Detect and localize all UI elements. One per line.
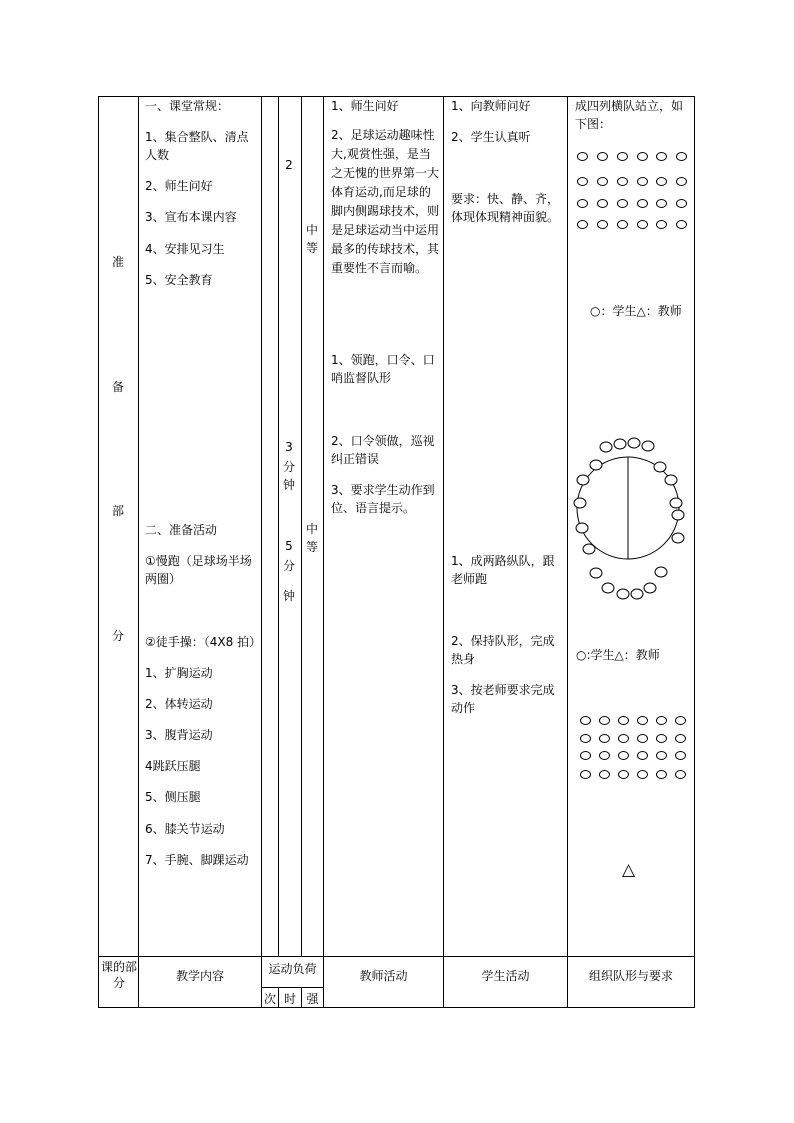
student-circle (637, 770, 648, 779)
student-require: 要求：快、静、齐，体现体现精神面貌。 (451, 192, 560, 224)
exercise-item: 6、膝关节运动 (145, 822, 225, 836)
load-time: 5 (285, 539, 293, 553)
section-label-char: 准 (111, 255, 124, 269)
table-border-right (694, 96, 695, 1008)
warmup-title: 二、准备活动 (145, 523, 218, 537)
load-intensity: 等 (305, 241, 318, 255)
student-listen: 2、学生认真听 (451, 130, 531, 144)
header-student: 学生活动 (481, 969, 530, 983)
student-circle (656, 177, 667, 186)
teacher-triangle-icon: △ (622, 860, 636, 880)
exercise-item: 2、体转运动 (145, 697, 213, 711)
header-load: 运动负荷 (268, 962, 317, 976)
student-circle (580, 770, 591, 779)
table-border-left (98, 96, 99, 1008)
student-circle (597, 177, 608, 186)
teacher-greet: 1、师生问好 (331, 99, 399, 113)
student-circle (617, 177, 628, 186)
routine-item: 1、集合整队、清点人数 (145, 130, 249, 162)
student-circle (577, 199, 588, 208)
teacher-lead-jog: 1、领跑，口令、口哨监督队形 (331, 353, 435, 385)
student-circle (637, 751, 648, 760)
teacher-intro: 2、足球运动趣味性大,观赏性强，是当之无愧的世界第一大体育运动,而足球的脚内侧踢球技术，则是足球运动当中运用最多的传球技术，其重要性不言而喻。 (331, 128, 440, 275)
student-circle (637, 177, 648, 186)
student-circle (599, 716, 610, 725)
jog-item: ①慢跑（足球场半场两圈） (145, 554, 252, 586)
load-time: 分 (282, 460, 295, 474)
student-circle (617, 199, 628, 208)
exercise-item: 5、侧压腿 (145, 790, 201, 804)
student-greet: 1、向教师问好 (451, 99, 531, 113)
teacher-require: 3、要求学生动作到位、语言提示。 (331, 483, 435, 515)
header-count: 次 (263, 992, 276, 1006)
header-divider (98, 956, 695, 957)
header-time: 时 (283, 992, 296, 1006)
routine-item: 2、师生问好 (145, 179, 213, 193)
student-circle (599, 770, 610, 779)
load-intensity: 中 (305, 223, 318, 237)
routine-item: 5、安全教育 (145, 273, 213, 287)
student-circle (577, 220, 588, 229)
section-label-char: 分 (111, 629, 124, 643)
student-circle (656, 770, 667, 779)
col-divider (323, 96, 324, 1008)
formation-text: 成四列横队站立，如下图： (575, 99, 684, 131)
student-circle (617, 152, 628, 161)
header-section: 课的部分 (101, 960, 138, 990)
student-circle (617, 220, 628, 229)
student-circle (656, 199, 667, 208)
load-intensity: 中 (305, 522, 318, 536)
load-intensity: 等 (305, 540, 318, 554)
student-circle (637, 716, 648, 725)
student-circle (577, 152, 588, 161)
load-time: 3 (285, 440, 293, 454)
col-divider (443, 96, 444, 1008)
header-teacher: 教师活动 (359, 969, 408, 983)
student-circle (577, 177, 588, 186)
student-circle (676, 152, 687, 161)
header-organization: 组织队形与要求 (588, 969, 673, 983)
legend-1: ○：学生△：教师 (590, 304, 682, 318)
student-circle (637, 199, 648, 208)
section-label-char: 备 (111, 380, 124, 394)
student-circle (675, 734, 686, 743)
student-circle (676, 220, 687, 229)
student-circle (656, 734, 667, 743)
routine-item: 4、安排见习生 (145, 242, 225, 256)
legend-2: ○:学生△：教师 (576, 648, 660, 662)
teacher-command: 2、口令领做，巡视纠正错误 (331, 434, 435, 466)
exercise-item: 3、腹背运动 (145, 728, 213, 742)
student-circle (580, 734, 591, 743)
col-divider (138, 96, 139, 1008)
student-circle (580, 716, 591, 725)
student-circle (637, 220, 648, 229)
student-do: 3、按老师要求完成动作 (451, 683, 555, 715)
student-circle (580, 751, 591, 760)
table-border-bottom (98, 1007, 695, 1008)
routine-title: 一、课堂常规： (145, 99, 230, 113)
student-circle (656, 220, 667, 229)
student-circle (599, 734, 610, 743)
student-circle (675, 770, 686, 779)
col-divider (301, 96, 302, 957)
student-keep: 2、保持队形，完成热身 (451, 634, 555, 666)
student-jog: 1、成两路纵队，跟老师跑 (451, 554, 555, 586)
exercise-item: 1、扩胸运动 (145, 666, 213, 680)
student-circle (637, 152, 648, 161)
exercise-item: 7、手腕、脚踝运动 (145, 853, 249, 867)
field-diagram (568, 430, 694, 606)
student-circle (597, 199, 608, 208)
exercise-title: ②徒手操：（4X8 拍） (145, 635, 262, 649)
student-circle (675, 751, 686, 760)
col-divider (278, 96, 279, 957)
load-time: 分 (282, 559, 295, 573)
student-circle (676, 199, 687, 208)
load-time: 钟 (282, 478, 295, 492)
load-count: 2 (285, 158, 293, 172)
student-circle (656, 152, 667, 161)
student-circle (675, 716, 686, 725)
col-divider (261, 96, 262, 1008)
student-circle (599, 751, 610, 760)
student-circle (637, 734, 648, 743)
student-circle (618, 716, 629, 725)
student-circle (618, 770, 629, 779)
section-label-char: 部 (111, 504, 124, 518)
load-time: 钟 (282, 589, 295, 603)
student-circle (597, 220, 608, 229)
header-intensity: 强 (306, 992, 319, 1006)
student-circle (618, 734, 629, 743)
exercise-item: 4跳跃压腿 (145, 759, 201, 773)
routine-item: 3、宣布本课内容 (145, 210, 237, 224)
header-content: 教学内容 (175, 969, 224, 983)
student-circle (676, 177, 687, 186)
student-circle (656, 751, 667, 760)
student-circle (656, 716, 667, 725)
student-circle (597, 152, 608, 161)
student-circle (618, 751, 629, 760)
load-subheader-divider (261, 987, 323, 988)
